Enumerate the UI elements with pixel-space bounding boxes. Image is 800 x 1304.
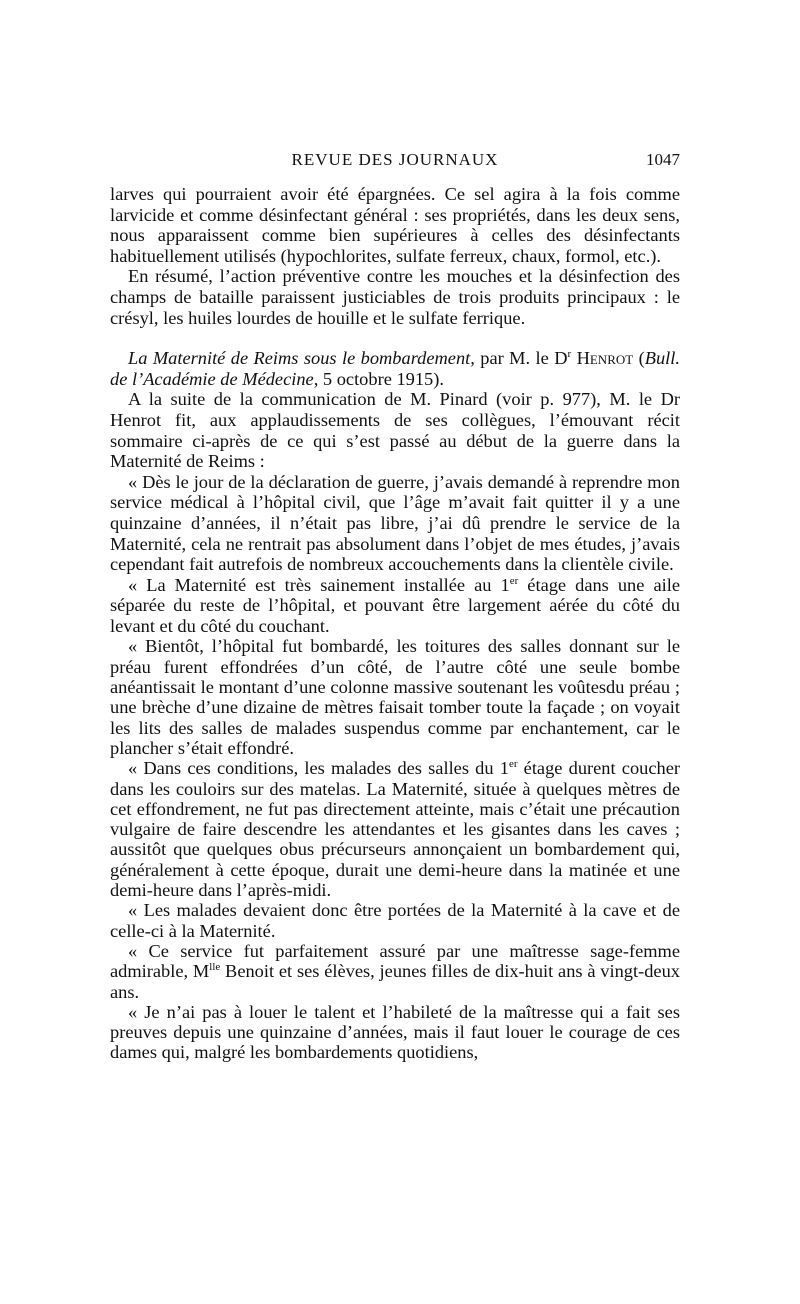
paragraph-maternite (110, 575, 680, 637)
paragraph-service-start: « Ce service fut parfaitement assuré par une maîtresse sage-femme admirable, M (110, 940, 680, 982)
paragraph-service-sup: lle (209, 961, 221, 974)
article-date: 5 octobre 1915). (318, 368, 444, 389)
paragraph-introduction: A la suite de la communication de M. Pinard (voir p. 977), M. le Dr Henrot fit, aux applaudissements de ses collègues, l’émouvant récit sommaire ci-après de ce qui s’est passé au début de la guerre dans la Maternité de Reims : (110, 389, 680, 472)
body-text (110, 184, 680, 1063)
page-number: 1047 (646, 150, 680, 169)
paragraph-conditions (110, 758, 680, 900)
paragraph-conditions-end: étage durent coucher dans les couloirs sur des matelas. La Maternité, située à quelques mètres de cet effondrement, ne fut pas directement atteinte, mais c’était une précaution vulgaire de faire descendre les attendantes et les gisantes dans les caves ; aussitôt que quelques obus précurseurs annonçaient un bombardement qui, généralement à cette époque, durait une demi-heure dans la matinée et une demi-heure dans l’après-midi. (110, 758, 680, 901)
page-header (110, 150, 680, 180)
paragraph-service (110, 941, 680, 1002)
running-title: REVUE DES JOURNAUX (291, 150, 499, 169)
article-author: Henrot (576, 348, 634, 369)
paragraph-declaration: « Dès le jour de la déclaration de guerre, j’avais demandé à reprendre mon service médical à l’hôpital civil, que l’âge m’avait fait quitter il y a une quinzaine d’années, il n’était pas libre, j’ai dû prendre le service de la Maternité, cela ne rentrait pas absolument dans l’objet de mes études, j’avais cependant fait autrefois de nombreux accouchements dans la clientèle civile. (110, 471, 680, 575)
paragraph-courage: « Je n’ai pas à louer le talent et l’habileté de la maîtresse qui a fait ses preuves depuis une quinzaine d’années, mais il faut louer le courage de ces dames qui, malgré les bombardements quotidiens, (110, 1001, 680, 1063)
paragraph-maternite-end: étage dans une aile séparée du reste de l’hôpital, et pouvant être largement aérée du côté du levant et du côté du couchant. (110, 574, 680, 636)
article-byline-sup: r (567, 348, 572, 361)
paragraph-maternite-sup: er (509, 574, 519, 587)
article-source: Bull. de l’Académie de Médecine, (110, 348, 680, 389)
paragraph-larvicide: larves qui pourraient avoir été épargnées. Ce sel agira à la fois comme larvicide et comme désinfectant général : ses propriétés, dans les deux sens, nous apparaissent comme bien supérieures à celles des désinfectants habituellement utilisés (hypochlorites, sulfate ferreux, chaux, formol, etc.). (110, 184, 680, 266)
paragraph-conditions-sup: er (508, 758, 518, 771)
paragraph-summary: En résumé, l’action préventive contre les mouches et la désinfection des champs de bataille paraissent justiciables de trois produits principaux : le crésyl, les huiles lourdes de houille et le sulfate ferrique. (110, 266, 680, 328)
article-heading (110, 348, 680, 389)
article-source-open: ( (633, 348, 645, 369)
article-title: La Maternité de Reims sous le bombardement, (128, 348, 475, 369)
paragraph-service-end: Benoit et ses élèves, jeunes filles de dix-huit ans à vingt-deux ans. (110, 961, 680, 1002)
paragraph-bombardment: « Bientôt, l’hôpital fut bombardé, les toitures des salles donnant sur le préau furent effondrées d’un côté, de l’autre côté une seule bombe anéantissait le montant d’une colonne massive soutenant les voûtesdu préau ; une brèche d’une dizaine de mètres faisait tomber toute la façade ; on voyait les lits des salles de malades suspendus comme par enchantement, car le plancher s’était effondré. (110, 636, 680, 758)
article-byline: par M. le D (474, 348, 568, 369)
paragraph-transport: « Les malades devaient donc être portées de la Maternité à la cave et de celle-ci à la Maternité. (110, 900, 680, 941)
paragraph-maternite-start: « La Maternité est très sainement installée au 1 (128, 574, 510, 595)
paragraph-conditions-start: « Dans ces conditions, les malades des salles du 1 (128, 758, 509, 779)
